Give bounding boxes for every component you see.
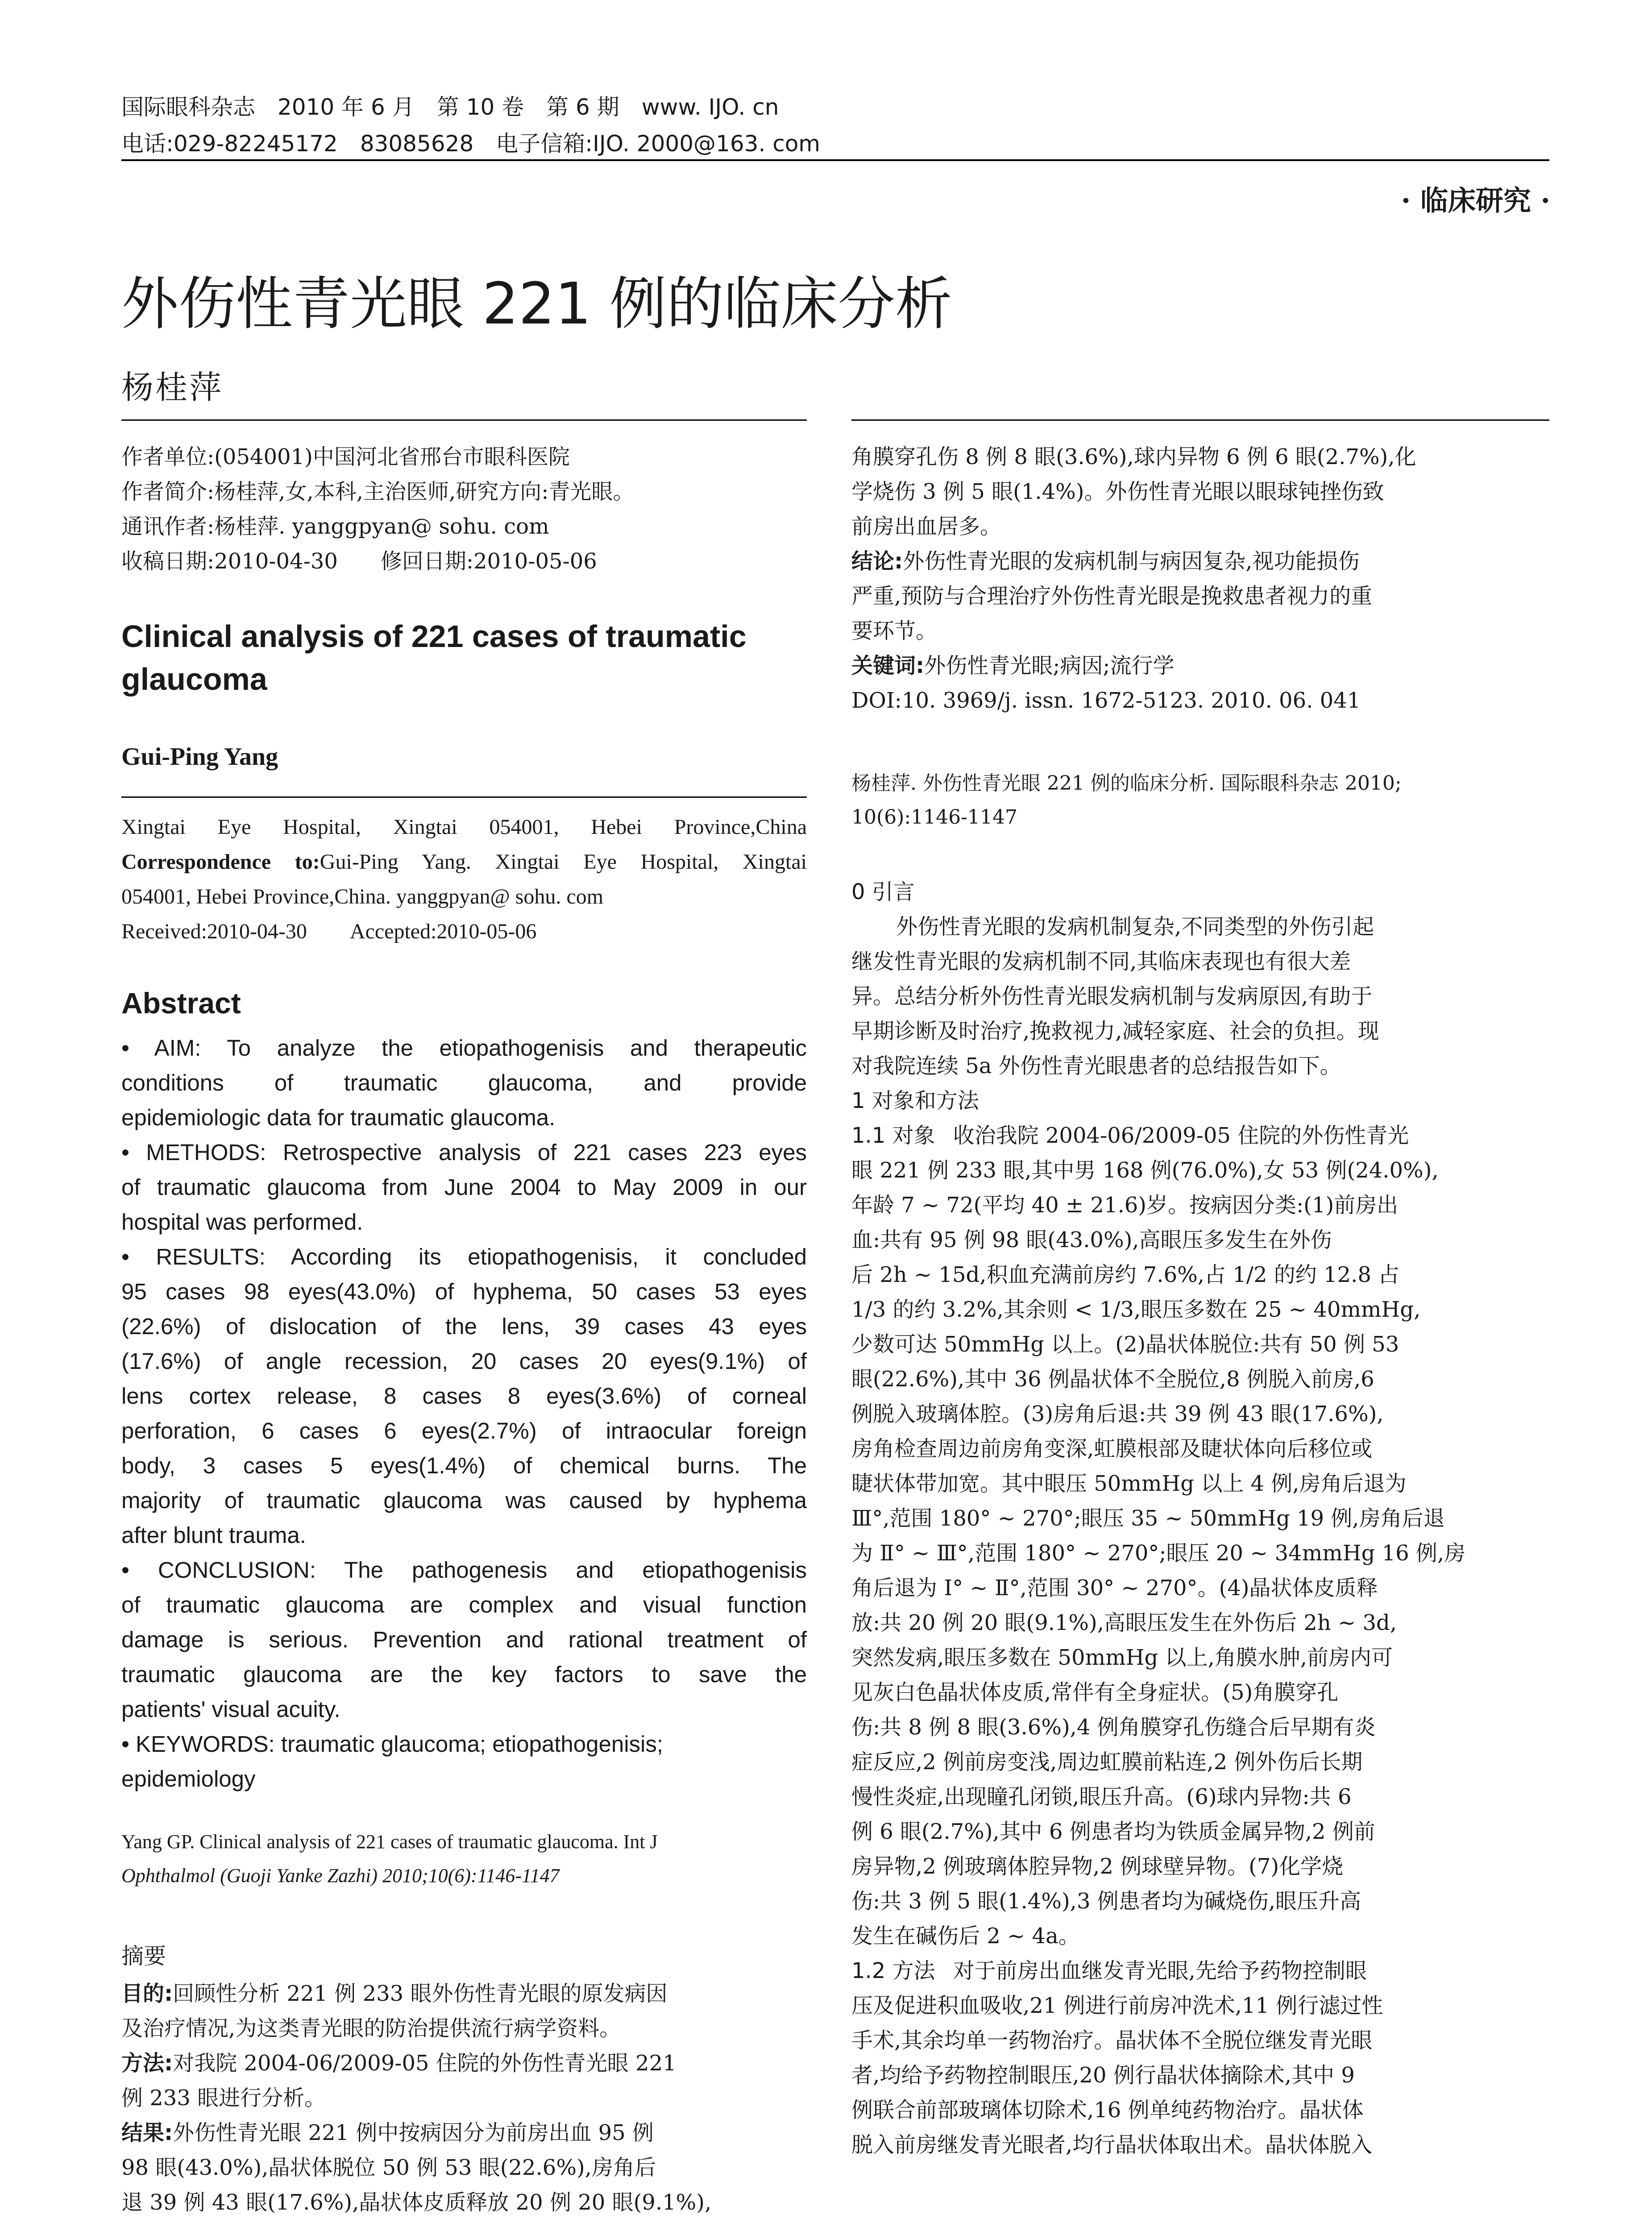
body-line: 1/3 的约 3.2%,其余则 < 1/3,眼压多数在 25 ~ 40mmHg,	[851, 1297, 1421, 1322]
author-name: 杨桂萍	[121, 369, 224, 406]
journal-header-line: 国际眼科杂志 2010 年 6 月 第 10 卷 第 6 期 www. IJO. cn	[121, 94, 779, 120]
body-line: 少数可达 50mmHg 以上。(2)晶状体脱位:共有 50 例 53	[851, 1332, 1399, 1357]
body-line: 眼(22.6%),其中 36 例晶状体不全脱位,8 例脱入前房,6	[851, 1367, 1374, 1392]
body-line: Ⅲ°,范围 180° ~ 270°;眼压 35 ~ 50mmHg 19 例,房角后退	[851, 1506, 1445, 1531]
text: 回顾性分析 221 例 233 眼外伤性青光眼的原发病因	[173, 1981, 668, 2006]
body-line: 继发性青光眼的发病机制不同,其临床表现也有很大差	[851, 949, 1351, 974]
abstract-line: conditions of traumatic glaucoma, and provide	[121, 1070, 807, 1095]
dates-line: 收稿日期:2010-04-30 修回日期:2010-05-06	[121, 549, 597, 574]
corresponding-line: 通讯作者:杨桂萍. yanggpyan@ sohu. com	[121, 514, 549, 539]
label: 方法:	[121, 2051, 173, 2076]
citation-line: 10(6):1146-1147	[851, 806, 1017, 829]
abstract-line: • CONCLUSION: The pathogenesis and etiopathogenisis	[121, 1557, 807, 1583]
abstract-body	[121, 1031, 807, 1796]
english-correspondence-cont: 054001, Hebei Province,China. yanggpyan@ sohu. com	[121, 885, 604, 908]
abstract-line: perforation, 6 cases 6 eyes(2.7%) of intraocular foreign	[121, 1418, 807, 1443]
body-line: 伤:共 3 例 5 眼(1.4%),3 例患者均为碱烧伤,眼压升高	[851, 1889, 1361, 1914]
english-author: Gui-Ping Yang	[121, 743, 278, 771]
body-line: 早期诊断及时治疗,挽救视力,减轻家庭、社会的负担。现	[851, 1019, 1379, 1044]
english-title-line: glaucoma	[121, 662, 267, 697]
contact-header-line: 电话:029-82245172 83085628 电子信箱:IJO. 2000@163. com	[121, 131, 821, 157]
citation-line: 杨桂萍. 外伤性青光眼 221 例的临床分析. 国际眼科杂志 2010;	[851, 772, 1402, 795]
body-line: 例脱入玻璃体腔。(3)房角后退:共 39 例 43 眼(17.6%),	[851, 1402, 1384, 1427]
body-line: 对我院连续 5a 外伤性青光眼患者的总结报告如下。	[851, 1053, 1341, 1078]
subsection-label: 1.1 对象	[851, 1123, 935, 1148]
citation-chinese	[851, 767, 1549, 834]
abstract-line: • RESULTS: According its etiopathogenisis, it concluded	[121, 1244, 807, 1269]
body-line: 发生在碱伤后 2 ~ 4a。	[851, 1924, 1080, 1949]
chinese-abstract-line: 严重,预防与合理治疗外伤性青光眼是挽救患者视力的重	[851, 584, 1373, 609]
text: 对于前房出血继发青光眼,先给予药物控制眼	[953, 1958, 1367, 1983]
abstract-line: after blunt trauma.	[121, 1522, 306, 1548]
body-line: 为 Ⅱ° ~ Ⅲ°,范围 180° ~ 270°;眼压 20 ~ 34mmHg 16 例,房	[851, 1541, 1466, 1566]
body-line: 突然发病,眼压多数在 50mmHg 以上,角膜水肿,前房内可	[851, 1645, 1393, 1670]
abstract-heading: Abstract	[121, 987, 241, 1020]
abstract-line: majority of traumatic glaucoma was caused by hyphema	[121, 1488, 807, 1513]
column-rule-left	[121, 419, 807, 421]
chinese-abstract-line: 角膜穿孔伤 8 例 8 眼(3.6%),球内异物 6 例 6 眼(2.7%),化	[851, 444, 1416, 469]
body-line: 手术,其余均单一药物治疗。晶状体不全脱位继发青光眼	[851, 2028, 1373, 2053]
chinese-abstract-line: 学烧伤 3 例 5 眼(1.4%)。外伤性青光眼以眼球钝挫伤致	[851, 479, 1384, 504]
text: 对我院 2004-06/2009-05 住院的外伤性青光眼 221	[173, 2051, 677, 2076]
english-title	[121, 615, 807, 701]
english-author-rule	[121, 796, 807, 798]
body-line: 伤:共 8 例 8 眼(3.6%),4 例角膜穿孔伤缝合后早期有炎	[851, 1715, 1376, 1740]
text: 收治我院 2004-06/2009-05 住院的外伤性青光	[953, 1123, 1409, 1148]
abstract-line: (17.6%) of angle recession, 20 cases 20 eyes(9.1%) of	[121, 1348, 807, 1374]
label: 目的:	[121, 1981, 173, 2006]
body-line: 房角检查周边前房角变深,虹膜根部及睫状体向后移位或	[851, 1436, 1373, 1461]
author-info	[121, 440, 807, 579]
doi-line: DOI:10. 3969/j. issn. 1672-5123. 2010. 06. 041	[851, 688, 1361, 713]
english-info	[121, 810, 807, 949]
chinese-abstract-line: 例 233 眼进行分析。	[121, 2086, 326, 2111]
abstract-line: 95 cases 98 eyes(43.0%) of hyphema, 50 cases 53 eyes	[121, 1279, 807, 1304]
chinese-abstract-line: 退 39 例 43 眼(17.6%),晶状体皮质释放 20 例 20 眼(9.1%),	[121, 2190, 712, 2215]
english-affiliation: Xingtai Eye Hospital, Xingtai 054001, Hebei Province,China	[121, 815, 807, 839]
body-line: 压及促进积血吸收,21 例进行前房冲洗术,11 例行滤过性	[851, 1993, 1383, 2018]
abstract-line: hospital was performed.	[121, 1209, 363, 1235]
abstract-line: body, 3 cases 5 eyes(1.4%) of chemical burns. The	[121, 1453, 807, 1478]
body-line: 见灰白色晶状体皮质,常伴有全身症状。(5)角膜穿孔	[851, 1680, 1339, 1705]
citation-english	[121, 1825, 807, 1893]
abstract-line: of traumatic glaucoma are complex and visual function	[121, 1592, 807, 1617]
correspondence-text: Gui-Ping Yang. Xingtai Eye Hospital, Xingtai	[320, 850, 807, 874]
chinese-abstract-line: 前房出血居多。	[851, 514, 1002, 539]
chinese-abstract-line: 98 眼(43.0%),晶状体脱位 50 例 53 眼(22.6%),房角后	[121, 2155, 656, 2180]
body-line: 例联合前部玻璃体切除术,16 例单纯药物治疗。晶状体	[851, 2098, 1364, 2123]
header-rule	[121, 159, 1549, 161]
citation-line: Ophthalmol (Guoji Yanke Zazhi) 2010;10(6):1146-1147	[121, 1865, 560, 1887]
chinese-abstract-line	[121, 1976, 807, 2011]
body-line: 者,均给予药物控制眼压,20 例行晶状体摘除术,其中 9	[851, 2063, 1355, 2088]
column-rule-right	[851, 419, 1549, 421]
english-title-line: Clinical analysis of 221 cases of traumatic	[121, 619, 747, 654]
body-line: 角后退为 Ⅰ° ~ Ⅱ°,范围 30° ~ 270°。(4)晶状体皮质释	[851, 1576, 1378, 1601]
chinese-abstract-line	[121, 2115, 807, 2150]
abstract-line: epidemiology	[121, 1766, 256, 1791]
abstract-line: • KEYWORDS: traumatic glaucoma; etiopathogenisis;	[121, 1731, 664, 1757]
label: 结果:	[121, 2120, 173, 2145]
english-dates: Received:2010-04-30 Accepted:2010-05-06	[121, 920, 537, 943]
text: 外伤性青光眼;病因;流行学	[924, 653, 1175, 678]
body-line	[851, 1118, 1549, 1153]
correspondence-label: Correspondence to:	[121, 850, 320, 874]
chinese-abstract-line: 要环节。	[851, 618, 938, 643]
english-correspondence	[121, 845, 807, 879]
text: 外伤性青光眼 221 例中按病因分为前房出血 95 例	[173, 2120, 654, 2145]
section-label: · 临床研究 ·	[1401, 184, 1550, 217]
body-line: 异。总结分析外伤性青光眼发病机制与发病原因,有助于	[851, 984, 1373, 1009]
bio-line: 作者简介:杨桂萍,女,本科,主治医师,研究方向:青光眼。	[121, 479, 635, 504]
methods-heading: 1 对象和方法	[851, 1088, 979, 1113]
abstract-line: damage is serious. Prevention and rational treatment of	[121, 1627, 807, 1652]
abstract-line: • AIM: To analyze the etiopathogenisis and therapeutic	[121, 1035, 807, 1061]
abstract-line: patients' visual acuity.	[121, 1696, 340, 1722]
body-line: 例 6 眼(2.7%),其中 6 例患者均为铁质金属异物,2 例前	[851, 1819, 1375, 1844]
body-line: 后 2h ~ 15d,积血充满前房约 7.6%,占 1/2 的约 12.8 占	[851, 1262, 1400, 1287]
body-line: 脱入前房继发青光眼者,均行晶状体取出术。晶状体脱入	[851, 2132, 1373, 2157]
intro-heading: 0 引言	[851, 879, 915, 904]
abstract-line: (22.6%) of dislocation of the lens, 39 cases 43 eyes	[121, 1314, 807, 1339]
text: 外伤性青光眼的发病机制与病因复杂,视功能损伤	[903, 549, 1360, 574]
chinese-abstract-line: 及治疗情况,为这类青光眼的防治提供流行病学资料。	[121, 2016, 621, 2041]
body-line: 外伤性青光眼的发病机制复杂,不同类型的外伤引起	[896, 914, 1374, 939]
body-line: 放:共 20 例 20 眼(9.1%),高眼压发生在外伤后 2h ~ 3d,	[851, 1610, 1397, 1635]
body-line: 睫状体带加宽。其中眼压 50mmHg 以上 4 例,房角后退为	[851, 1471, 1407, 1496]
body-line: 眼 221 例 233 眼,其中男 168 例(76.0%),女 53 例(24.0%),	[851, 1158, 1439, 1183]
body-line: 房异物,2 例玻璃体腔异物,2 例球壁异物。(7)化学烧	[851, 1854, 1344, 1879]
abstract-line: of traumatic glaucoma from June 2004 to May 2009 in our	[121, 1174, 807, 1200]
body-line	[851, 1953, 1549, 1988]
abstract-line: • METHODS: Retrospective analysis of 221 cases 223 eyes	[121, 1140, 807, 1165]
abstract-line: lens cortex release, 8 cases 8 eyes(3.6%) of corneal	[121, 1383, 807, 1409]
body-line: 慢性炎症,出现瞳孔闭锁,眼压升高。(6)球内异物:共 6	[851, 1784, 1352, 1809]
chinese-abstract-line	[851, 544, 1549, 579]
abstract-line: traumatic glaucoma are the key factors to save the	[121, 1662, 807, 1687]
body-line: 年龄 7 ~ 72(平均 40 ± 21.6)岁。按病因分类:(1)前房出	[851, 1193, 1399, 1218]
chinese-abstract-cont	[851, 440, 1549, 718]
affiliation-line: 作者单位:(054001)中国河北省邢台市眼科医院	[121, 444, 570, 469]
chinese-abstract	[121, 1939, 807, 2220]
subsection-label: 1.2 方法	[851, 1958, 935, 1983]
body-line: 症反应,2 例前房变浅,周边虹膜前粘连,2 例外伤后长期	[851, 1750, 1363, 1775]
article-body	[851, 875, 1549, 2162]
chinese-abstract-line	[851, 648, 1549, 683]
label: 关键词:	[851, 653, 925, 678]
article-title: 外伤性青光眼 221 例的临床分析	[121, 271, 952, 337]
body-line: 血:共有 95 例 98 眼(43.0%),高眼压多发生在外伤	[851, 1227, 1332, 1252]
abstract-line: epidemiologic data for traumatic glaucoma.	[121, 1105, 556, 1130]
citation-line: Yang GP. Clinical analysis of 221 cases of traumatic glaucoma. Int J	[121, 1831, 658, 1853]
chinese-abstract-heading: 摘要	[121, 1943, 166, 1969]
chinese-abstract-line	[121, 2046, 807, 2081]
label: 结论:	[851, 549, 903, 574]
